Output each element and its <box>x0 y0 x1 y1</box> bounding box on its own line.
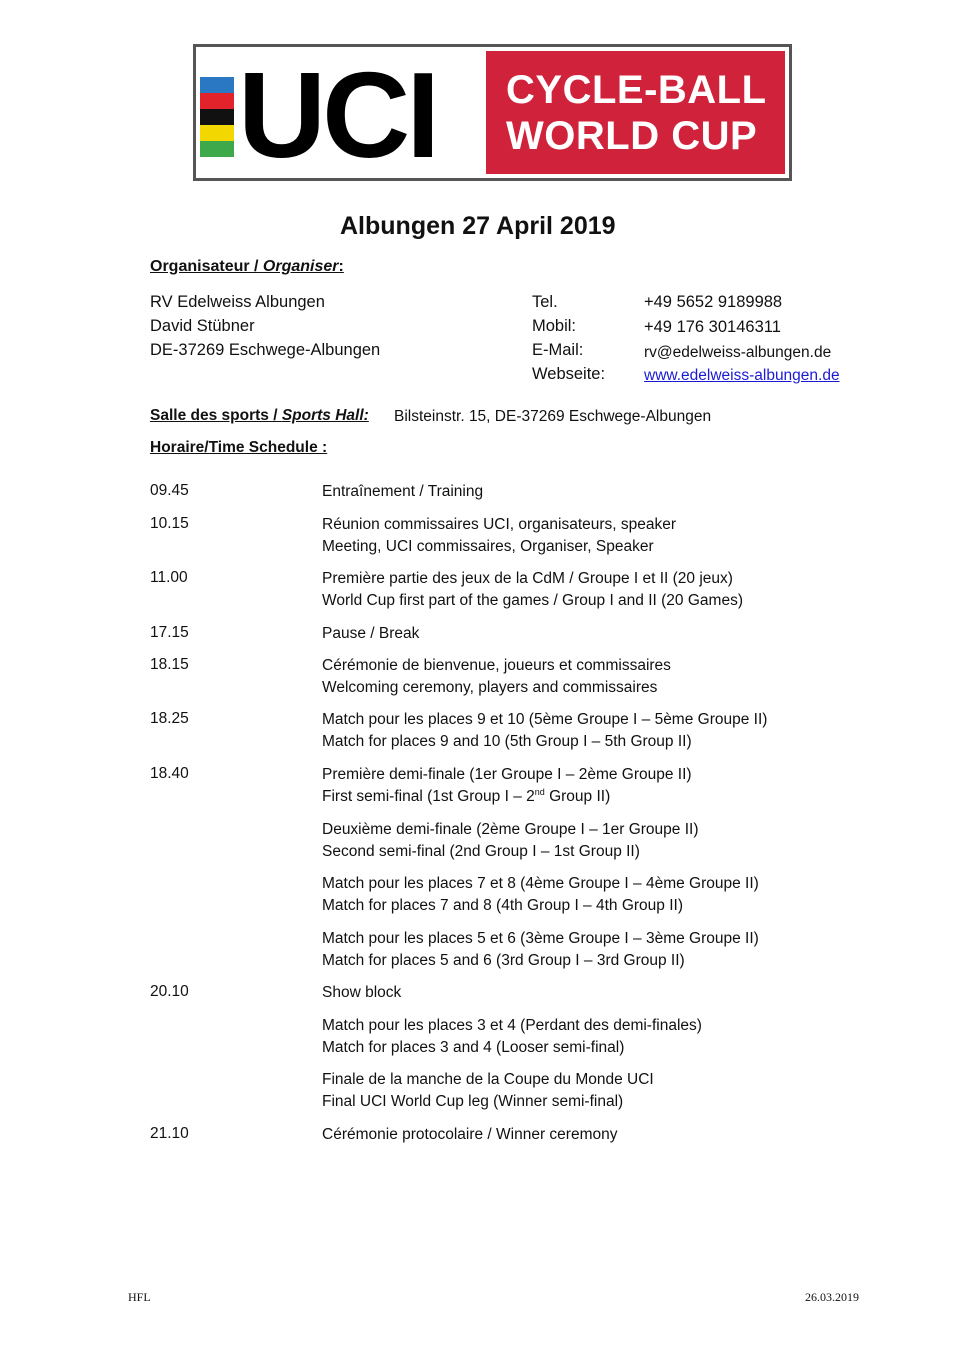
logo-line1: CYCLE-BALL <box>506 67 767 112</box>
schedule-fr: Réunion commissaires UCI, organisateurs, speaker <box>322 516 677 533</box>
website-link[interactable]: www.edelweiss-albungen.de <box>644 367 840 384</box>
organiser-heading <box>150 258 344 276</box>
label-email: E-Mail: <box>532 341 584 359</box>
schedule-fr: Entraînement / Training <box>322 483 484 500</box>
schedule-time: 21.10 <box>150 1125 189 1142</box>
schedule-fr: Match pour les places 5 et 6 (3ème Groupe I – 3ème Groupe II) <box>322 930 759 947</box>
stripe-yellow <box>200 125 234 141</box>
rainbow-stripes <box>200 77 234 157</box>
footer-date: 26.03.2019 <box>805 1290 859 1304</box>
schedule-time: 09.45 <box>150 482 189 499</box>
schedule-time: 20.10 <box>150 983 189 1000</box>
schedule-item <box>322 819 698 863</box>
schedule-item <box>322 1069 654 1113</box>
schedule-en: World Cup first part of the games / Group I and II (20 Games) <box>322 592 743 609</box>
schedule-time: 11.00 <box>150 569 188 586</box>
schedule-en: Match for places 7 and 8 (4th Group I – 4th Group II) <box>322 897 683 914</box>
schedule-fr: Première partie des jeux de la CdM / Groupe I et II (20 jeux) <box>322 570 733 587</box>
schedule-time: 18.40 <box>150 765 189 782</box>
schedule-time: 17.15 <box>150 624 189 641</box>
mobil-value: +49 176 30146311 <box>644 318 781 336</box>
schedule-en: Welcoming ceremony, players and commissaires <box>322 679 658 696</box>
schedule-item <box>322 1124 617 1146</box>
schedule-item <box>322 982 401 1004</box>
stripe-blue <box>200 77 234 93</box>
schedule-item <box>322 568 743 612</box>
schedule-en <box>322 786 692 808</box>
page-title: Albungen 27 April 2019 <box>340 212 616 240</box>
schedule-item <box>322 514 676 558</box>
stripe-black <box>200 109 234 125</box>
label-mobil: Mobil: <box>532 317 577 335</box>
schedule-en-b: Group II) <box>544 788 611 805</box>
schedule-item <box>322 623 419 645</box>
uci-logo <box>193 44 792 181</box>
schedule-item <box>322 764 692 808</box>
schedule-en-sup: nd <box>534 786 545 797</box>
schedule-item <box>322 655 671 699</box>
schedule-fr: Première demi-finale (1er Groupe I – 2ème Groupe II) <box>322 766 692 783</box>
schedule-fr: Cérémonie protocolaire / Winner ceremony <box>322 1126 618 1143</box>
schedule-en: Match for places 5 and 6 (3rd Group I – 3rd Group II) <box>322 952 685 969</box>
schedule-en: Match for places 3 and 4 (Looser semi-final) <box>322 1039 625 1056</box>
label-website: Webseite: <box>532 365 606 383</box>
logo-brand: UCI <box>238 47 437 183</box>
schedule-en: Match for places 9 and 10 (5th Group I – 5th Group II) <box>322 733 692 750</box>
schedule-en: Meeting, UCI commissaires, Organiser, Speaker <box>322 538 654 555</box>
schedule-item <box>322 928 759 972</box>
email-value[interactable]: rv@edelweiss-albungen.de <box>644 344 832 361</box>
organiser-name: RV Edelweiss Albungen <box>150 293 325 311</box>
schedule-fr: Match pour les places 9 et 10 (5ème Groupe I – 5ème Groupe II) <box>322 711 768 728</box>
stripe-red <box>200 93 234 109</box>
schedule-en-a: First semi-final (1st Group I – 2 <box>322 788 535 805</box>
footer-left: HFL <box>128 1290 151 1304</box>
schedule-item <box>322 1015 702 1059</box>
organiser-address: DE-37269 Eschwege-Albungen <box>150 341 381 359</box>
stripe-green <box>200 141 234 157</box>
schedule-fr: Match pour les places 7 et 8 (4ème Groupe I – 4ème Groupe II) <box>322 875 759 892</box>
schedule-heading: Horaire/Time Schedule : <box>150 439 328 456</box>
logo-line2: WORLD CUP <box>506 113 758 158</box>
hall-heading-fr: Salle des sports / <box>150 407 282 424</box>
organiser-heading-colon: : <box>338 258 344 275</box>
schedule-fr: Show block <box>322 984 402 1001</box>
logo-red-panel <box>486 51 785 174</box>
schedule-fr: Finale de la manche de la Coupe du Monde UCI <box>322 1071 654 1088</box>
schedule-fr: Match pour les places 3 et 4 (Perdant des demi-finales) <box>322 1017 702 1034</box>
schedule-time: 18.15 <box>150 656 189 673</box>
schedule-fr: Deuxième demi-finale (2ème Groupe I – 1er Groupe II) <box>322 821 699 838</box>
schedule-item <box>322 873 759 917</box>
schedule-en: Second semi-final (2nd Group I – 1st Group II) <box>322 843 640 860</box>
hall-heading-en: Sports Hall: <box>281 407 369 424</box>
sports-hall-heading <box>150 407 369 425</box>
schedule-item <box>322 481 483 503</box>
schedule-en: Final UCI World Cup leg (Winner semi-final) <box>322 1093 624 1110</box>
organiser-person: David Stübner <box>150 317 255 335</box>
organiser-heading-en: Organiser <box>262 258 339 275</box>
sports-hall-address: Bilsteinstr. 15, DE-37269 Eschwege-Albungen <box>394 408 712 425</box>
schedule-fr: Pause / Break <box>322 625 420 642</box>
schedule-fr: Cérémonie de bienvenue, joueurs et commissaires <box>322 657 671 674</box>
schedule-time: 10.15 <box>150 515 189 532</box>
schedule-time: 18.25 <box>150 710 189 727</box>
label-tel: Tel. <box>532 293 558 311</box>
organiser-heading-fr: Organisateur / <box>150 258 263 275</box>
tel-value: +49 5652 9189988 <box>644 293 783 311</box>
schedule-item <box>322 709 767 753</box>
